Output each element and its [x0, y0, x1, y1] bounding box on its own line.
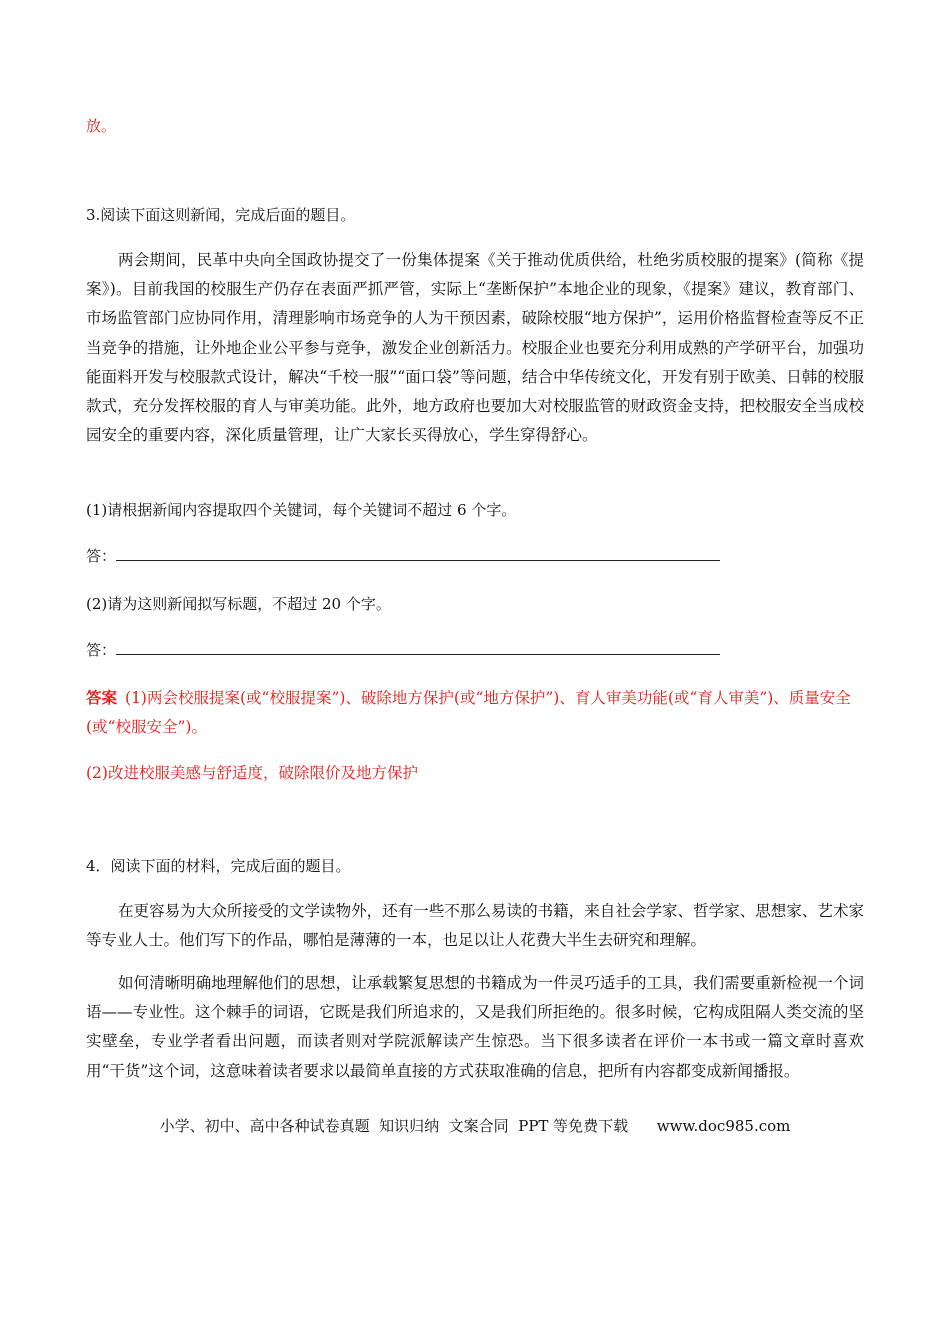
question-3-sub1: (1)请根据新闻内容提取四个关键词，每个关键词不超过 6 个字。 — [86, 501, 517, 519]
page-footer: 小学、初中、高中各种试卷真题 知识归纳 文案合同 PPT 等免费下载 www.doc985.com — [159, 1117, 791, 1135]
answer-line-2-label: 答： — [86, 641, 117, 659]
previous-answer-fragment: 放。 — [86, 117, 117, 135]
question-4-paragraph-1: 在更容易为大众所接受的文学读物外，还有一些不那么易读的书籍，来自社会学家、哲学家、思想家、艺术家等专业人士。他们写下的作品，哪怕是薄薄的一本，也足以让人花费大半生去研究和理解。 — [86, 902, 864, 950]
answer-line-1 — [86, 545, 864, 567]
question-4-prompt: 4．阅读下面的材料，完成后面的题目。 — [86, 857, 351, 875]
answer-key-label: 答案 — [86, 688, 118, 707]
question-4-paragraph-2: 如何清晰明确地理解他们的思想，让承载繁复思想的书籍成为一件灵巧适手的工具，我们需要重新检视一个词语——专业性。这个棘手的词语，它既是我们所追求的，又是我们所拒绝的。很多时候，它构成阻隔人类交流的坚实壁垒，专业学者看出问题，而读者则对学院派解读产生惊恐。当下很多读者在评价一本书或一篇文章时喜欢用“干货”这个词，这意味着读者要求以最简单直接的方式获取准确的信息，把所有内容都变成新闻播报。 — [86, 974, 864, 1080]
question-3-sub2: (2)请为这则新闻拟写标题，不超过 20 个字。 — [86, 595, 391, 613]
answer-key-1-text: (1)两会校服提案(或“校服提案”)、破除地方保护(或“地方保护”)、育人审美功能(或“育人审美”)、质量安全(或“校服安全”)。 — [86, 689, 851, 736]
question-3-news-paragraph: 两会期间，民革中央向全国政协提交了一份集体提案《关于推动优质供给，杜绝劣质校服的提案》(简称《提案》)。目前我国的校服生产仍存在表面严抓严管，实际上“垄断保护”本地企业的现象，《提案》建议，教育部门、市场监管部门应协同作用，清理影响市场竞争的人为干预因素，破除校服“地方保护”，运用价格监督检查等反不正当竞争的措施，让外地企业公平参与竞争，激发企业创新活力。校服企业也要充分利用成熟的产学研平台，加强功能面料开发与校服款式设计，解决“千校一服”“面口袋”等问题，结合中华传统文化，开发有别于欧美、日韩的校服款式，充分发挥校服的育人与审美功能。此外，地方政府也要加大对校服监管的财政资金支持，把校服安全当成校园安全的重要内容，深化质量管理，让广大家长买得放心，学生穿得舒心。 — [86, 251, 864, 445]
answer-line-2 — [86, 639, 864, 661]
answer-blank-2 — [116, 639, 720, 655]
answer-line-1-label: 答： — [86, 547, 117, 565]
answer-key-2: (2)改进校服美感与舒适度，破除限价及地方保护 — [86, 764, 418, 782]
answer-key-1 — [86, 683, 864, 742]
answer-blank-1 — [116, 545, 720, 561]
question-3-prompt: 3.阅读下面这则新闻，完成后面的题目。 — [86, 206, 356, 224]
